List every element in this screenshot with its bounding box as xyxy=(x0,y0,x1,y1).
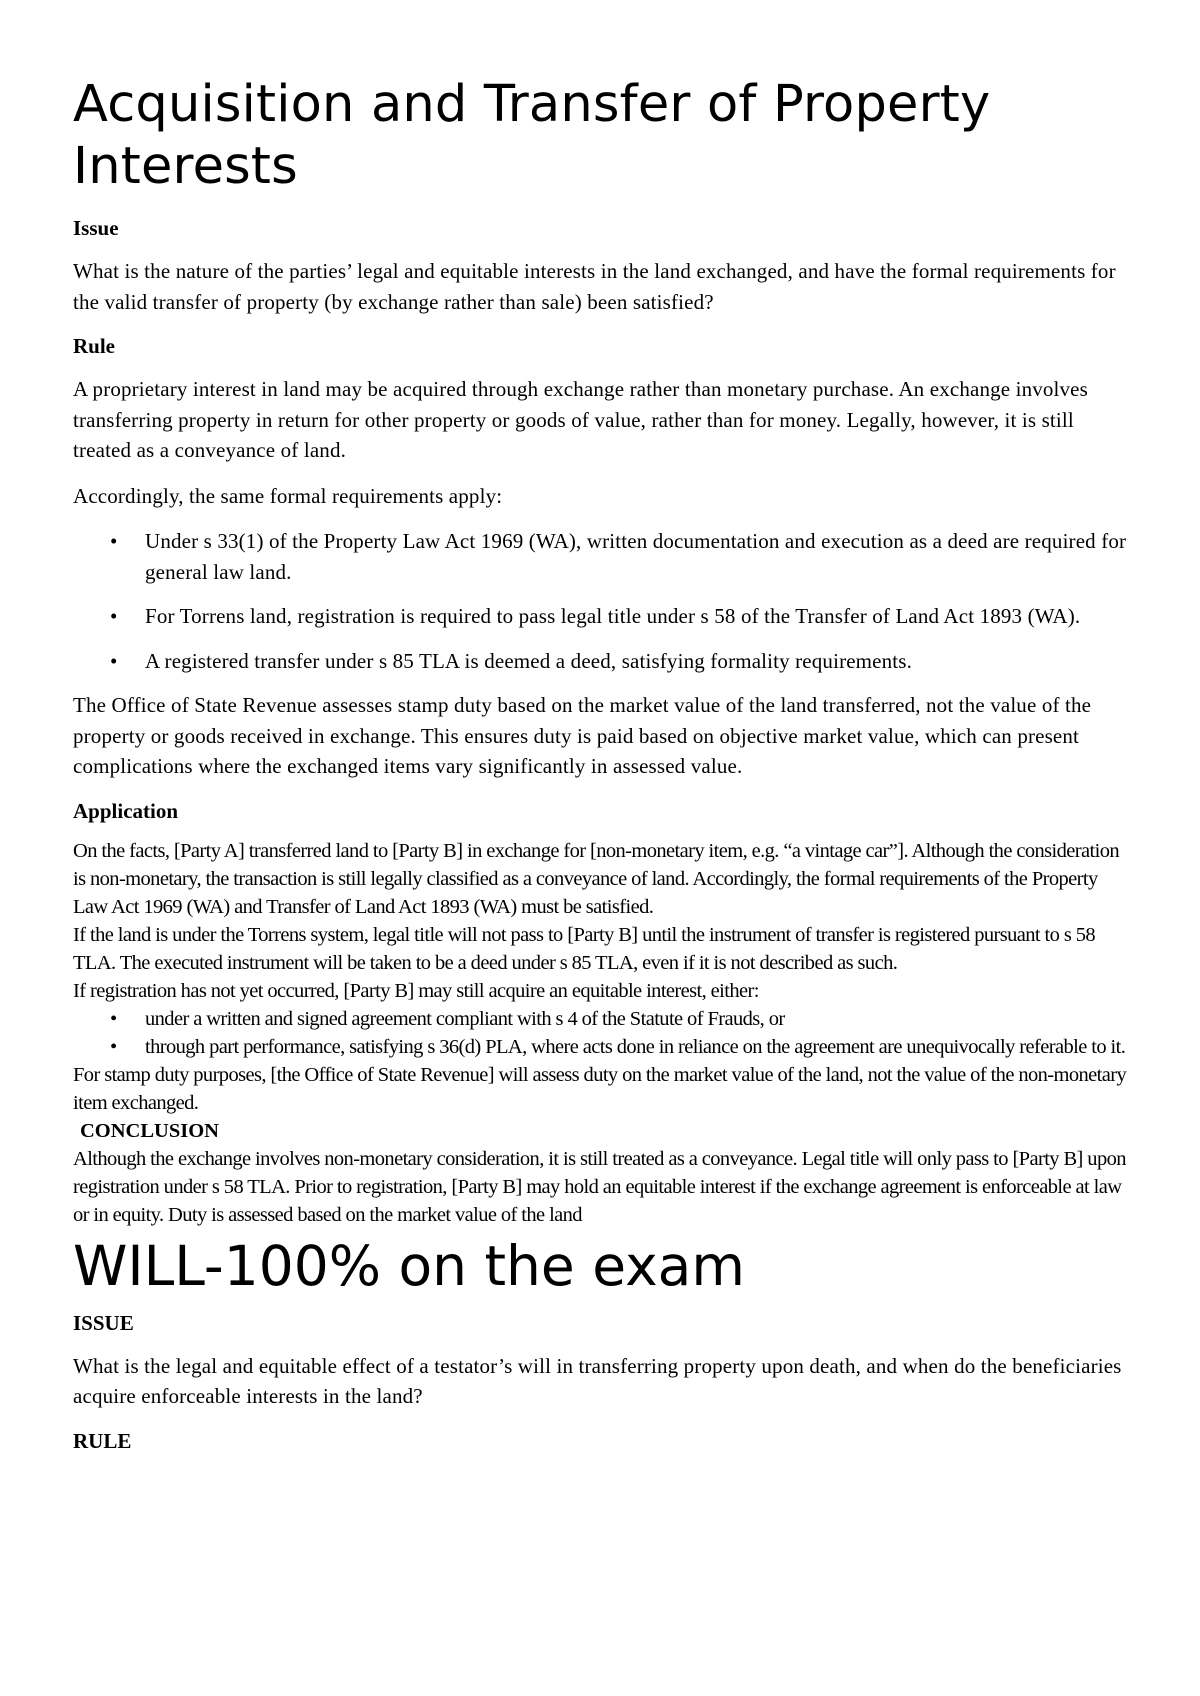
list-item xyxy=(73,601,1133,632)
issue-text: What is the nature of the parties’ legal and equitable interests in the land exchanged, and have the formal requirements for the valid transfer of property (by exchange rather than sale) been satisfied? xyxy=(73,259,1116,314)
rule-paragraph-2: Accordingly, the same formal requirements apply: xyxy=(73,483,503,508)
will-issue-heading: ISSUE xyxy=(73,1310,134,1335)
rule-heading: Rule xyxy=(73,334,115,358)
document-title: Acquisition and Transfer of Property Interests xyxy=(73,75,991,196)
bullet-icon: • xyxy=(110,1007,117,1030)
list-item xyxy=(73,526,1133,587)
bullet-text: under a written and signed agreement compliant with s 4 of the Statute of Frauds, or xyxy=(145,1007,785,1030)
document-page xyxy=(73,74,1133,1469)
conclusion-heading: CONCLUSION xyxy=(80,1119,219,1142)
list-item xyxy=(73,1033,1133,1061)
bullet-icon: • xyxy=(110,648,118,673)
application-paragraph-1: On the facts, [Party A] transferred land to [Party B] in exchange for [non-monetary item, e.g. “a vintage car”]. Although the consideration is non-monetary, the transaction is still legally classified as a conveyance of land. Accordingly, the formal requirements of the Property Law Act 1969 (WA) and Transfer of Land Act 1893 (WA) must be satisfied. xyxy=(73,839,1119,918)
conclusion-text: Although the exchange involves non-monetary consideration, it is still treated as a conveyance. Legal title will only pass to [Party B] upon registration under s 58 TLA. Prior to registration, [Party B] may hold an equitable interest if the exchange agreement is enforceable at law or in equity. Duty is assessed based on the market value of the land xyxy=(73,1147,1126,1226)
rule-bullet-list xyxy=(73,526,1133,676)
bullet-text: For Torrens land, registration is required to pass legal title under s 58 of the Transfer of Land Act 1893 (WA). xyxy=(145,604,1081,628)
rule-paragraph-1: A proprietary interest in land may be acquired through exchange rather than monetary purchase. An exchange involves transferring property in return for other property or goods of value, rather than for money. Legally, however, it is still treated as a conveyance of land. xyxy=(73,377,1088,462)
application-paragraph-3: If registration has not yet occurred, [Party B] may still acquire an equitable interest, either: xyxy=(73,979,759,1002)
bullet-icon: • xyxy=(110,529,118,553)
will-title: WILL-100% on the exam xyxy=(73,1233,745,1298)
bullet-icon: • xyxy=(110,604,118,628)
bullet-text: through part performance, satisfying s 36(d) PLA, where acts done in reliance on the agreement are unequivocally referable to it. xyxy=(145,1035,1126,1058)
list-item xyxy=(73,646,1133,677)
bullet-text: A registered transfer under s 85 TLA is deemed a deed, satisfying formality requirements. xyxy=(145,648,912,673)
application-bullet-list xyxy=(73,1005,1133,1061)
list-item xyxy=(73,1005,1133,1033)
application-paragraph-2: If the land is under the Torrens system, legal title will not pass to [Party B] until the instrument of transfer is registered pursuant to s 58 TLA. The executed instrument will be taken to be a deed under s 85 TLA, even if it is not described as such. xyxy=(73,923,1096,974)
will-issue-text: What is the legal and equitable effect of a testator’s will in transferring property upon death, and when do the beneficiaries acquire enforceable interests in the land? xyxy=(73,1353,1122,1408)
application-heading: Application xyxy=(73,798,179,823)
will-rule-heading: RULE xyxy=(73,1428,132,1453)
rule-paragraph-3: The Office of State Revenue assesses stamp duty based on the market value of the land transferred, not the value of the property or goods received in exchange. This ensures duty is paid based on objective market value, which can present complications where the exchanged items vary significantly in assessed value. xyxy=(73,693,1092,778)
bullet-icon: • xyxy=(110,1035,117,1058)
issue-heading: Issue xyxy=(73,216,119,240)
application-paragraph-4: For stamp duty purposes, [the Office of State Revenue] will assess duty on the market value of the land, not the value of the non-monetary item exchanged. xyxy=(73,1063,1127,1114)
bullet-text: Under s 33(1) of the Property Law Act 1969 (WA), written documentation and execution as a deed are required for general law land. xyxy=(145,529,1127,584)
